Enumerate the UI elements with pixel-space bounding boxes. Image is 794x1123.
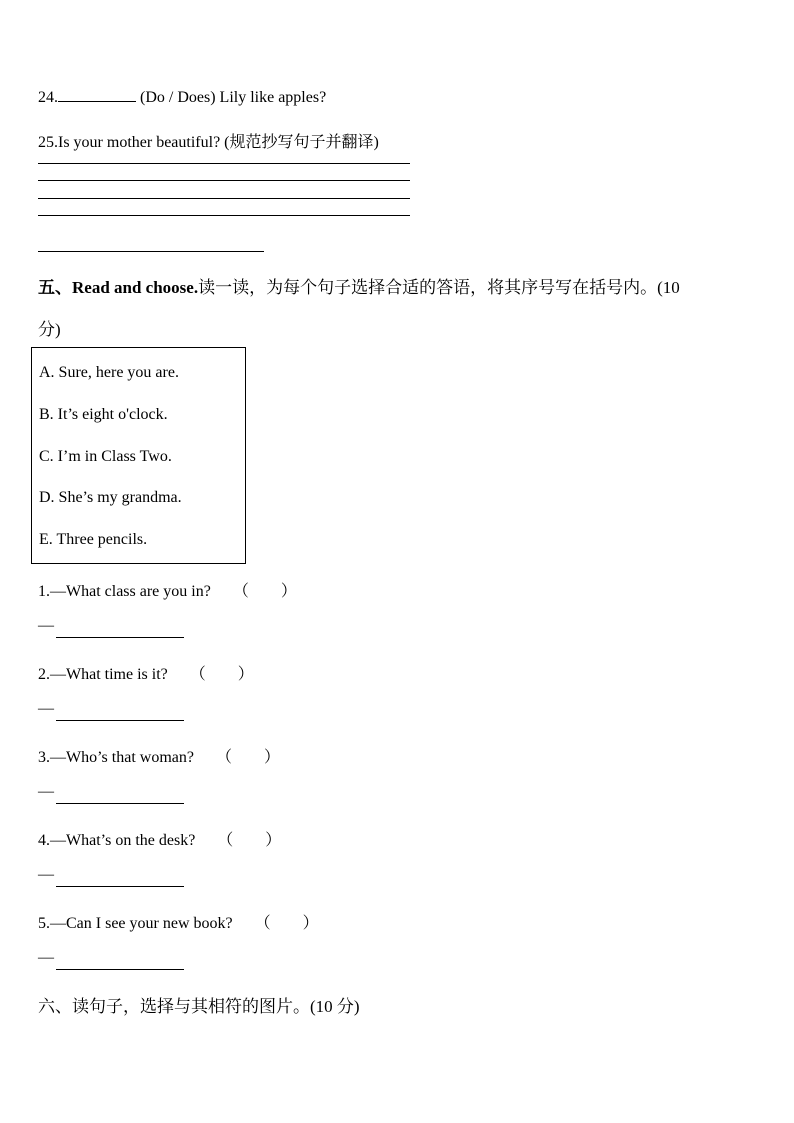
section-5-title-english: Read and choose.: [72, 278, 199, 297]
question-3-text: 3.—Who’s that woman?: [38, 749, 194, 766]
question-2-response-line[interactable]: [56, 720, 184, 721]
question-4-response-dash: —: [38, 866, 54, 883]
question-3-answer-paren[interactable]: （ ）: [215, 749, 280, 766]
question-3-response-line[interactable]: [56, 803, 184, 804]
translation-line[interactable]: [38, 251, 264, 252]
writing-line-2[interactable]: [38, 180, 410, 181]
question-24-blank[interactable]: [58, 87, 136, 102]
writing-line-3[interactable]: [38, 198, 410, 199]
question-2-answer-paren[interactable]: （ ）: [189, 666, 254, 683]
writing-line-4[interactable]: [38, 215, 410, 216]
question-2-text: 2.—What time is it?: [38, 666, 168, 683]
writing-line-1[interactable]: [38, 163, 410, 164]
question-4-response-line[interactable]: [56, 886, 184, 887]
question-24-number: 24.: [38, 89, 58, 106]
question-4: [38, 827, 281, 850]
answer-choices-box: [31, 347, 246, 564]
section-5-heading-wrap: 分): [38, 320, 61, 339]
choice-e: E. Three pencils.: [39, 531, 148, 548]
question-1: [38, 578, 297, 601]
question-24: [38, 87, 326, 107]
question-1-response-line[interactable]: [56, 637, 184, 638]
question-2: [38, 661, 254, 684]
question-2-response-dash: —: [38, 700, 54, 717]
question-1-text: 1.—What class are you in?: [38, 583, 211, 600]
choice-c: C. I’m in Class Two.: [39, 448, 172, 465]
question-25-number: 25.: [38, 134, 58, 151]
question-24-text: (Do / Does) Lily like apples?: [140, 89, 327, 106]
question-5: [38, 910, 319, 933]
question-5-response-line[interactable]: [56, 969, 184, 970]
choice-d: D. She’s my grandma.: [39, 489, 182, 506]
question-25-text: Is your mother beautiful? (规范抄写句子并翻译): [58, 134, 379, 151]
section-5-title-chinese: 读一读，为每个句子选择合适的答语，将其序号写在括号内。(10: [198, 278, 680, 297]
question-1-answer-paren[interactable]: （ ）: [232, 583, 297, 600]
question-5-answer-paren[interactable]: （ ）: [254, 915, 319, 932]
choice-b: B. It’s eight o'clock.: [39, 406, 168, 423]
section-5-heading: [38, 273, 680, 298]
question-4-text: 4.—What’s on the desk?: [38, 832, 196, 849]
question-5-response-dash: —: [38, 949, 54, 966]
choice-a: A. Sure, here you are.: [39, 364, 179, 381]
section-6-heading: 六、读句子，选择与其相符的图片。(10 分): [38, 997, 360, 1016]
question-4-answer-paren[interactable]: （ ）: [217, 832, 282, 849]
section-5-prefix: 五、: [38, 278, 72, 297]
question-1-response-dash: —: [38, 617, 54, 634]
question-5-text: 5.—Can I see your new book?: [38, 915, 233, 932]
question-3: [38, 744, 280, 767]
question-3-response-dash: —: [38, 783, 54, 800]
question-25: [38, 129, 379, 152]
